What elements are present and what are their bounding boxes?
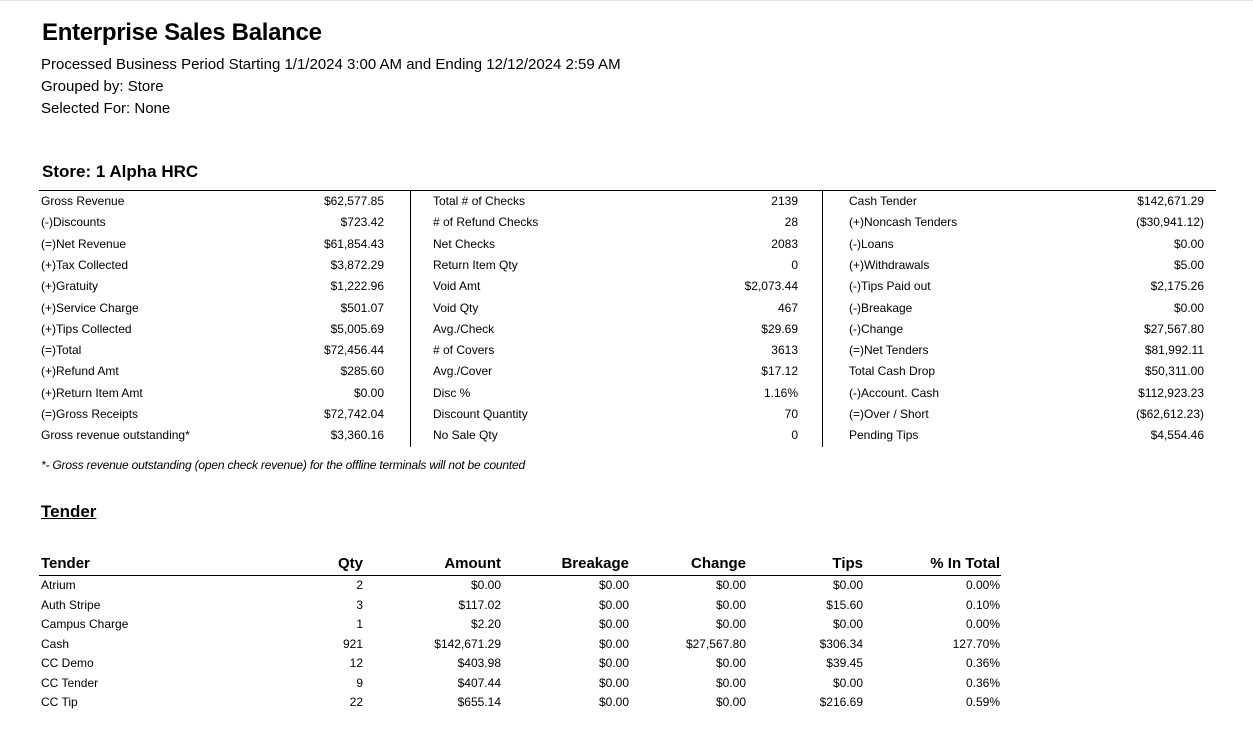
summary-row [411,404,822,425]
summary-value: $723.42 [340,215,384,230]
summary-value: 2139 [771,194,798,208]
footnote: *- Gross revenue outstanding (open check revenue) for the offline terminals will not be counted [41,458,525,472]
col-header-change: Change [690,555,746,572]
summary-label: (+)Tips Collected [41,321,132,336]
summary-label: (-)Breakage [849,300,913,315]
summary-label: Void Amt [433,279,481,294]
summary-value: $112,923.23 [1138,385,1204,400]
summary-value: $4,554.46 [1150,428,1204,443]
tips-cell: $39.45 [826,656,863,670]
store-title: Store: 1 Alpha HRC [42,162,199,181]
summary-value: ($30,941.12) [1135,215,1204,230]
summary-value: 70 [784,407,798,421]
summary-row [39,234,408,255]
summary-label: Return Item Qty [433,257,518,272]
percent-cell: 0.36% [965,656,1000,670]
tender-name-cell: CC Tip [41,695,78,709]
summary-row [411,361,822,382]
breakage-cell: $0.00 [598,578,629,592]
amount-cell: $407.44 [457,675,501,690]
summary-row [39,340,408,361]
tips-cell: $0.00 [832,617,863,631]
tips-cell: $15.60 [826,597,863,612]
summary-row [39,276,408,297]
tenders-column [822,191,1217,447]
summary-row [411,298,822,319]
report-period: Processed Business Period Starting 1/1/2024 3:00 AM and Ending 12/12/2024 2:59 AM [41,56,621,73]
qty-cell: 9 [356,675,363,690]
qty-cell: 1 [356,617,363,631]
summary-row [411,191,822,212]
summary-row [411,212,822,233]
summary-label: (=)Gross Receipts [41,407,139,421]
summary-label: (-)Change [849,321,904,336]
summary-label: Pending Tips [849,428,919,443]
col-header-breakage: Breakage [561,555,629,572]
summary-row [39,383,408,404]
breakage-cell: $0.00 [598,656,629,670]
summary-value: $2,073.44 [744,279,798,294]
tender-name-cell: Auth Stripe [41,597,101,612]
checks-column [410,191,822,447]
table-row [39,576,1001,596]
change-cell: $0.00 [715,597,746,612]
summary-value: $285.60 [340,364,384,379]
page-top-border [0,0,1253,1]
summary-value: 467 [777,300,798,315]
summary-row [411,425,822,446]
tender-table-header [39,555,1001,576]
summary-row [39,319,408,340]
summary-label: (-)Account. Cash [849,385,940,400]
tender-name-cell: Atrium [41,578,76,592]
table-row [39,654,1001,674]
revenue-column [39,191,408,447]
amount-cell: $142,671.29 [434,636,501,651]
store-summary [39,190,1216,447]
summary-label: (=)Net Tenders [849,343,929,358]
table-row [39,693,1001,713]
change-cell: $0.00 [715,578,746,592]
summary-value: $61,854.43 [323,236,384,251]
tips-cell: $216.69 [819,695,863,709]
tender-name-cell: CC Demo [41,656,94,670]
summary-value: $0.00 [353,385,384,400]
summary-row [411,340,822,361]
percent-cell: 0.36% [965,675,1000,690]
report-title: Enterprise Sales Balance [42,19,322,46]
summary-row [823,298,1217,319]
col-header-qty: Qty [337,555,363,572]
summary-row [823,212,1217,233]
summary-label: Discount Quantity [433,407,528,421]
summary-label: (-)Tips Paid out [849,279,931,294]
summary-value: $17.12 [761,364,798,379]
qty-cell: 2 [356,578,363,592]
qty-cell: 22 [349,695,363,709]
summary-row [39,298,408,319]
change-cell: $0.00 [715,695,746,709]
tips-cell: $0.00 [832,578,863,592]
summary-row [411,255,822,276]
summary-label: (=)Over / Short [849,407,929,421]
summary-label: (+)Gratuity [41,279,99,294]
percent-cell: 0.59% [965,695,1000,709]
summary-value: 28 [784,215,798,230]
summary-label: Gross revenue outstanding* [41,428,190,443]
summary-value: $3,872.29 [330,257,384,272]
summary-value: $5.00 [1173,257,1204,272]
report-selected-for: Selected For: None [41,100,171,117]
amount-cell: $0.00 [470,578,501,592]
breakage-cell: $0.00 [598,597,629,612]
change-cell: $27,567.80 [685,636,746,651]
amount-cell: $655.14 [457,695,501,709]
summary-value: $0.00 [1173,300,1204,315]
summary-label: (=)Net Revenue [41,236,127,251]
tips-cell: $306.34 [819,636,863,651]
summary-label: Void Qty [433,300,479,315]
summary-row [411,319,822,340]
summary-value: $2,175.26 [1150,279,1204,294]
col-header-percent-in-total: % In Total [930,555,1000,572]
summary-value: 0 [791,257,798,272]
summary-row [39,255,408,276]
summary-label: Total # of Checks [433,194,526,208]
summary-label: (+)Service Charge [41,300,139,315]
change-cell: $0.00 [715,617,746,631]
summary-row [823,319,1217,340]
summary-value: $50,311.00 [1144,364,1204,379]
col-header-tips: Tips [832,555,863,572]
tender-name-cell: CC Tender [41,675,99,690]
summary-value: $27,567.80 [1143,321,1204,336]
summary-row [823,276,1217,297]
percent-cell: 0.10% [965,597,1000,612]
summary-value: $142,671.29 [1137,194,1204,208]
summary-row [39,425,408,446]
report-grouped-by: Grouped by: Store [41,78,164,95]
summary-value: ($62,612.23) [1135,407,1204,421]
summary-value: $5,005.69 [330,321,384,336]
summary-row [823,383,1217,404]
summary-row [823,404,1217,425]
summary-label: (+)Return Item Amt [41,385,143,400]
summary-value: $72,742.04 [323,407,384,421]
summary-label: Avg./Cover [433,364,493,379]
summary-row [39,212,408,233]
summary-label: # of Refund Checks [433,215,539,230]
percent-cell: 0.00% [965,617,1000,631]
summary-value: $72,456.44 [323,343,384,358]
summary-label: Cash Tender [849,194,917,208]
summary-value: $1,222.96 [330,279,384,294]
summary-value: 2083 [771,236,798,251]
summary-label: No Sale Qty [433,428,498,443]
summary-label: # of Covers [433,343,495,358]
percent-cell: 127.70% [952,636,1000,651]
col-header-amount: Amount [444,555,501,572]
summary-row [823,425,1217,446]
summary-row [823,361,1217,382]
summary-row [823,191,1217,212]
summary-label: (=)Total [41,343,82,358]
amount-cell: $2.20 [470,617,501,631]
summary-value: 1.16% [763,385,798,400]
summary-row [823,340,1217,361]
breakage-cell: $0.00 [598,695,629,709]
qty-cell: 921 [342,636,363,651]
summary-value: 0 [791,428,798,443]
summary-value: $3,360.16 [330,428,384,443]
table-row [39,674,1001,694]
summary-value: $81,992.11 [1144,343,1204,358]
tips-cell: $0.00 [832,675,863,690]
summary-row [39,404,408,425]
summary-label: (-)Discounts [41,215,106,230]
breakage-cell: $0.00 [598,675,629,690]
summary-label: (+)Tax Collected [41,257,129,272]
summary-value: $62,577.85 [323,194,384,208]
table-row [39,615,1001,635]
summary-label: Disc % [433,385,471,400]
summary-label: (-)Loans [849,236,894,251]
summary-row [411,234,822,255]
table-row [39,596,1001,616]
amount-cell: $117.02 [458,597,501,612]
summary-value: $29.69 [761,321,798,336]
breakage-cell: $0.00 [598,617,629,631]
summary-label: Total Cash Drop [849,364,936,379]
summary-value: $0.00 [1173,236,1204,251]
change-cell: $0.00 [715,656,746,670]
table-row [39,635,1001,655]
amount-cell: $403.98 [457,656,501,670]
summary-value: 3613 [771,343,798,358]
qty-cell: 12 [349,656,363,670]
summary-row [823,234,1217,255]
summary-value: $501.07 [340,300,384,315]
tender-name-cell: Cash [41,636,70,651]
breakage-cell: $0.00 [598,636,629,651]
tender-section-heading: Tender [41,502,97,521]
qty-cell: 3 [356,597,363,612]
summary-row [39,191,408,212]
tender-name-cell: Campus Charge [41,617,129,631]
summary-row [411,276,822,297]
percent-cell: 0.00% [965,578,1000,592]
summary-label: Net Checks [433,236,496,251]
summary-label: Gross Revenue [41,194,125,208]
summary-label: (+)Noncash Tenders [849,215,958,230]
summary-label: Avg./Check [433,321,495,336]
summary-row [411,383,822,404]
col-header-tender: Tender [41,555,90,572]
change-cell: $0.00 [715,675,746,690]
summary-label: (+)Refund Amt [41,364,119,379]
summary-row [39,361,408,382]
summary-label: (+)Withdrawals [849,257,930,272]
summary-row [823,255,1217,276]
